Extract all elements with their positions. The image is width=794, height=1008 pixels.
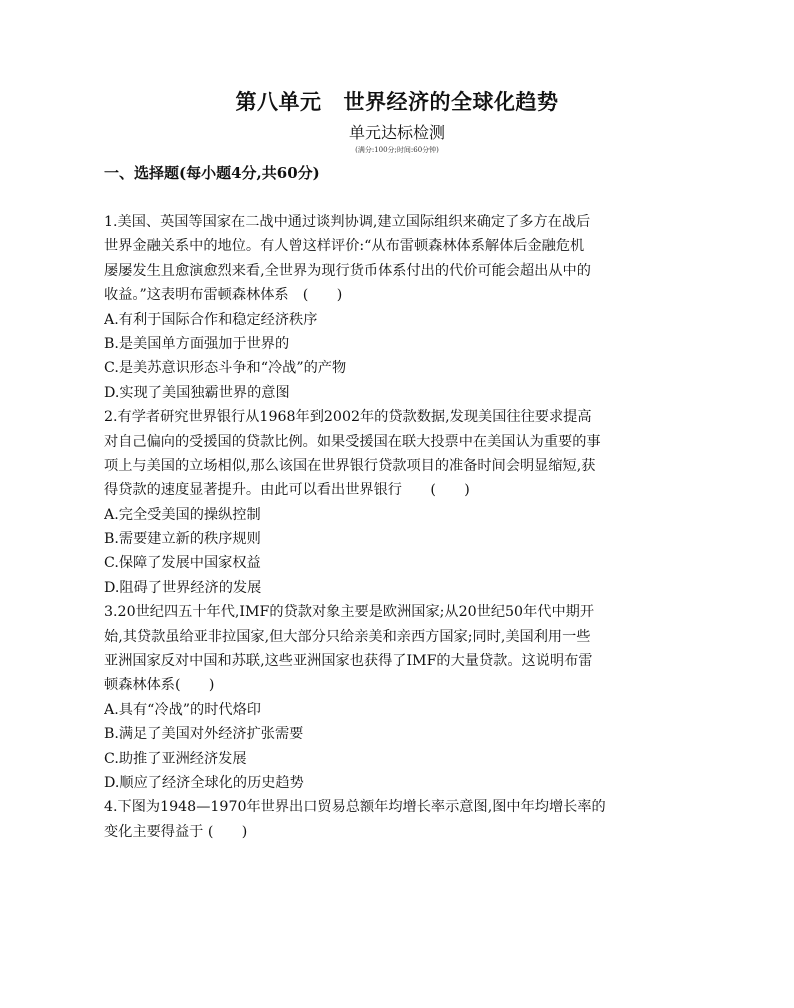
question-stem-line: 3.20世纪四五十年代,IMF的贷款对象主要是欧洲国家;从20世纪50年代中期开 [104, 604, 595, 621]
question-stem-line: 世界金融关系中的地位。有人曾这样评价:“从布雷顿森林体系解体后金融危机 [104, 238, 585, 255]
option-c: C.助推了亚洲经济发展 [104, 750, 247, 767]
section-heading: 一、选择题(每小题4分,共60分) [104, 164, 320, 182]
question-stem-line: 对自己偏向的受援国的贷款比例。如果受援国在联大投票中在美国认为重要的事 [104, 433, 601, 450]
option-a: A.有利于国际合作和稳定经济秩序 [104, 311, 318, 328]
option-a: A.完全受美国的操纵控制 [104, 506, 261, 523]
title-unit: 第八单元 [235, 89, 322, 114]
page-subtitle: 单元达标检测 [348, 123, 445, 142]
option-c: C.是美苏意识形态斗争和“冷战”的产物 [104, 360, 347, 377]
question-stem-line: 1.美国、英国等国家在二战中通过谈判协调,建立国际组织来确定了多方在战后 [104, 214, 591, 230]
question-stem-line: 收益。”这表明布雷顿森林体系 ( ) [104, 287, 343, 304]
question-4 [104, 795, 694, 844]
questions-body [104, 210, 694, 844]
title-topic: 世界经济的全球化趋势 [343, 89, 559, 114]
option-b: B.是美国单方面强加于世界的 [104, 335, 290, 352]
question-stem-line: 项上与美国的立场相似,那么该国在世界银行贷款项目的准备时间会明显缩短,获 [104, 457, 596, 474]
option-d: D.实现了美国独霸世界的意图 [104, 384, 290, 401]
question-1 [104, 210, 694, 405]
question-stem-line: 4.下图为1948—1970年世界出口贸易总额年均增长率示意图,图中年均增长率的 [104, 799, 606, 816]
question-stem-line: 得贷款的速度显著提升。由此可以看出世界银行 ( ) [104, 482, 470, 499]
score-time-note: (满分:100分;时间:60分钟) [355, 146, 439, 154]
question-stem-line: 顿森林体系( ) [104, 677, 215, 694]
question-stem-line: 亚洲国家反对中国和苏联,这些亚洲国家也获得了IMF的大量贷款。这说明布雷 [104, 653, 593, 670]
option-b: B.满足了美国对外经济扩张需要 [104, 726, 304, 743]
option-a: A.具有“冷战”的时代烙印 [104, 701, 261, 718]
question-stem-line: 屡屡发生且愈演愈烈来看,全世界为现行货币体系付出的代价可能会超出从中的 [104, 262, 591, 279]
option-d: D.顺应了经济全球化的历史趋势 [104, 774, 304, 791]
question-3 [104, 600, 694, 795]
question-stem-line: 始,其贷款虽给亚非拉国家,但大部分只给亲美和亲西方国家;同时,美国利用一些 [104, 628, 591, 645]
option-d: D.阻碍了世界经济的发展 [104, 579, 262, 596]
option-c: C.保障了发展中国家权益 [104, 555, 261, 572]
question-stem-line: 变化主要得益于 ( ) [104, 823, 248, 840]
question-stem-line: 2.有学者研究世界银行从1968年到2002年的贷款数据,发现美国往往要求提高 [104, 409, 592, 426]
question-2 [104, 405, 694, 600]
page-title [0, 88, 794, 116]
option-b: B.需要建立新的秩序规则 [104, 531, 261, 548]
